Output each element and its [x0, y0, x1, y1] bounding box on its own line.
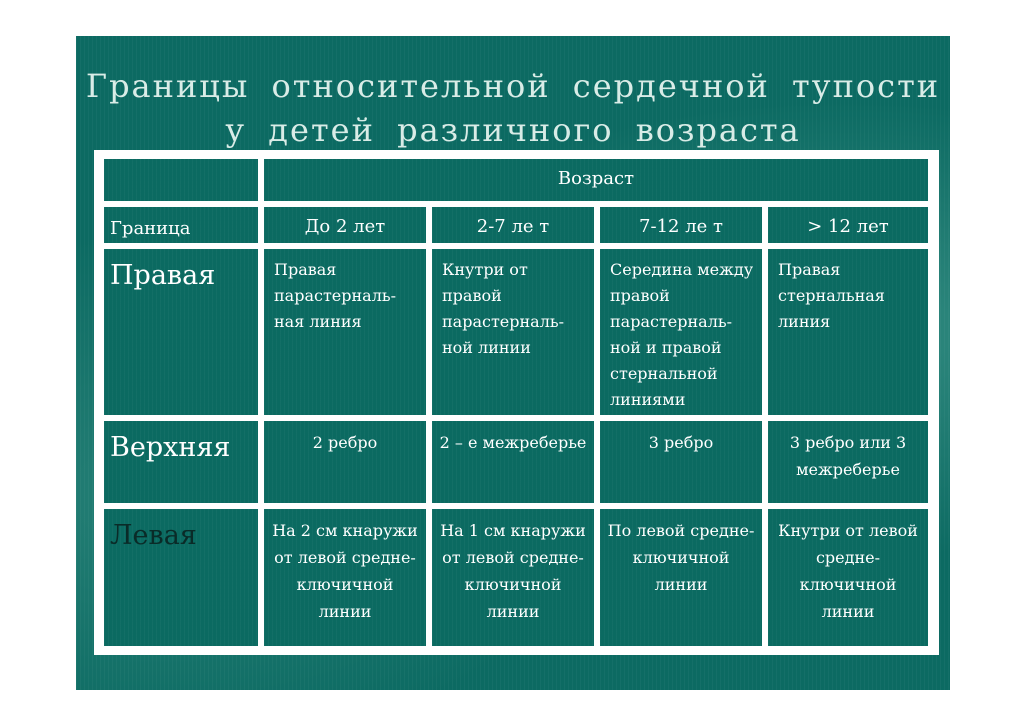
- cell-upper-under-2: 2 ребро: [264, 421, 426, 503]
- slide-title: [76, 64, 950, 152]
- column-header-2: 2-7 ле т: [432, 207, 594, 243]
- cell-left-7-12: По левой средне-ключичной линии: [600, 509, 762, 646]
- cell-right-over-12: Правая стернальная линия: [768, 249, 928, 415]
- column-header-1: До 2 лет: [264, 207, 426, 243]
- title-line-2: у детей различного возраста: [225, 111, 801, 149]
- row-label-left: Левая: [104, 509, 258, 646]
- border-header: Граница: [104, 207, 258, 243]
- cell-upper-7-12: 3 ребро: [600, 421, 762, 503]
- row-label-right: Правая: [104, 249, 258, 415]
- cell-left-under-2: На 2 см кнаружи от левой средне-ключичной линии: [264, 509, 426, 646]
- cell-right-7-12: Середина между правой парастерналь-ной и правой стернальной линиями: [600, 249, 762, 415]
- cell-left-2-7: На 1 см кнаружи от левой средне-ключичной линии: [432, 509, 594, 646]
- cell-right-under-2: Правая парастерналь-ная линия: [264, 249, 426, 415]
- column-header-3: 7-12 ле т: [600, 207, 762, 243]
- cell-upper-over-12: 3 ребро или 3 межреберье: [768, 421, 928, 503]
- slide: [76, 36, 950, 690]
- cell-left-over-12: Кнутри от левой средне-ключичной линии: [768, 509, 928, 646]
- table-frame: [94, 150, 939, 655]
- table-corner-cell: [104, 159, 258, 201]
- row-label-upper: Верхняя: [104, 421, 258, 503]
- title-line-1: Границы относительной сердечной тупости: [85, 67, 941, 105]
- age-header: Возраст: [264, 159, 928, 201]
- column-header-4: > 12 лет: [768, 207, 928, 243]
- cell-right-2-7: Кнутри от правой парастерналь-ной линии: [432, 249, 594, 415]
- cell-upper-2-7: 2 – е межреберье: [432, 421, 594, 503]
